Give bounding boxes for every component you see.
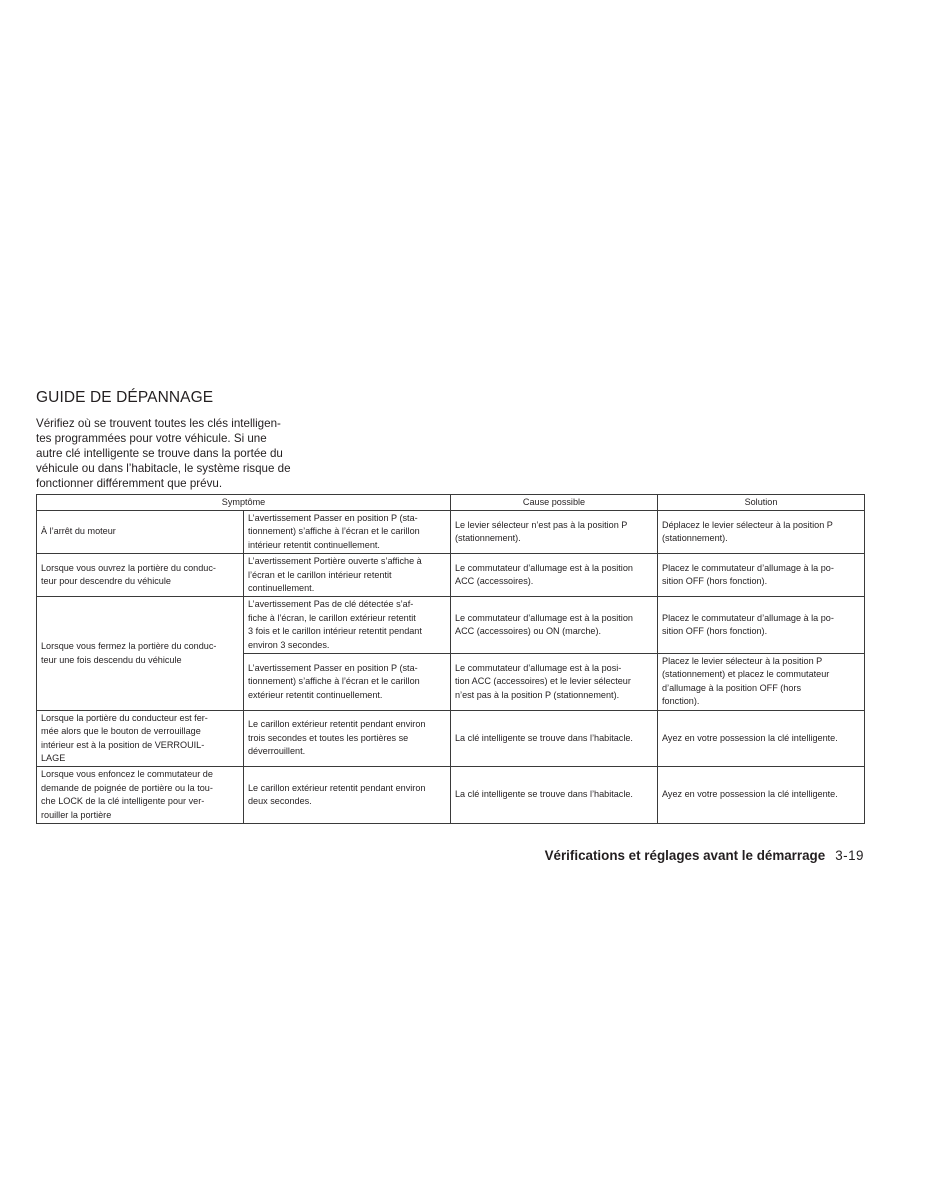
cell-line: Lorsque vous enfoncez le commutateur de — [41, 769, 213, 780]
cell-line: teur une fois descendu du véhicule — [41, 654, 182, 665]
symptom-cell — [244, 554, 451, 597]
header-symptom: Symptôme — [37, 495, 451, 511]
cell-line: (stationnement). — [662, 533, 728, 544]
cause-cell — [451, 767, 658, 824]
solution-cell — [658, 710, 865, 767]
cause-cell — [451, 597, 658, 654]
solution-cell — [658, 597, 865, 654]
cell-line: Ayez en votre possession la clé intelligente. — [662, 789, 838, 800]
cell-line: L’avertissement Pas de clé détectée s’af- — [248, 599, 414, 610]
cell-line: demande de poignée de portière ou la tou- — [41, 782, 213, 793]
symptom-cell — [244, 597, 451, 654]
cell-line: Placez le commutateur d’allumage à la po- — [662, 612, 834, 623]
cell-line: Le commutateur d’allumage est à la position — [455, 612, 633, 623]
cell-line: Le carillon extérieur retentit pendant environ — [248, 719, 426, 730]
cell-line: trois secondes et toutes les portières se — [248, 732, 409, 743]
cell-line: Lorsque vous ouvrez la portière du conduc- — [41, 562, 216, 573]
symptom-cell — [244, 767, 451, 824]
solution-cell — [658, 654, 865, 711]
cell-line: L’avertissement Passer en position P (sta- — [248, 662, 418, 673]
cell-line: Placez le levier sélecteur à la position P — [662, 656, 823, 667]
page-number: 3-19 — [835, 848, 864, 863]
symptom-cell — [244, 710, 451, 767]
symptom-cell — [244, 511, 451, 554]
cell-line: tionnement) s’affiche à l’écran et le carillon — [248, 526, 420, 537]
intro-line: Vérifiez où se trouvent toutes les clés intelligen- — [36, 417, 281, 430]
cell-line: Lorsque vous fermez la portière du conduc- — [41, 641, 217, 652]
cell-line: (stationnement) et placez le commutateur — [662, 669, 830, 680]
cell-line: sition OFF (hors fonction). — [662, 576, 768, 587]
page-footer — [545, 848, 864, 863]
header-cause: Cause possible — [451, 495, 658, 511]
cell-line: n’est pas à la position P (stationnement). — [455, 689, 620, 700]
table-row — [37, 767, 865, 824]
cell-line: Déplacez le levier sélecteur à la position P — [662, 519, 833, 530]
table-row — [37, 554, 865, 597]
cell-line: ACC (accessoires). — [455, 576, 534, 587]
cell-line: L’avertissement Portière ouverte s’affiche à — [248, 556, 422, 567]
cell-line: LAGE — [41, 752, 66, 763]
intro-line: véhicule ou dans l’habitacle, le système risque de — [36, 462, 291, 475]
cause-cell — [451, 710, 658, 767]
cell-line: fonction). — [662, 696, 700, 707]
cell-line: tion ACC (accessoires) et le levier sélecteur — [455, 676, 631, 687]
intro-line: autre clé intelligente se trouve dans la portée du — [36, 447, 283, 460]
intro-line: tes programmées pour votre véhicule. Si une — [36, 432, 267, 445]
table-body — [37, 511, 865, 824]
symptom-cell — [244, 654, 451, 711]
cause-cell — [451, 554, 658, 597]
cell-line: fiche à l’écran, le carillon extérieur retentit — [248, 612, 416, 623]
cell-line: Placez le commutateur d’allumage à la po- — [662, 562, 834, 573]
troubleshooting-table — [36, 494, 865, 824]
cell-line: extérieur retentit continuellement. — [248, 689, 383, 700]
situation-cell — [37, 597, 244, 710]
situation-cell — [37, 511, 244, 554]
cell-line: Le carillon extérieur retentit pendant environ — [248, 782, 426, 793]
cell-line: À l’arrêt du moteur — [41, 526, 116, 537]
cell-line: Le commutateur d’allumage est à la position — [455, 562, 633, 573]
cell-line: ACC (accessoires) ou ON (marche). — [455, 626, 602, 637]
table-header-row — [37, 495, 865, 511]
cell-line: deux secondes. — [248, 796, 312, 807]
cause-cell — [451, 511, 658, 554]
cell-line: l’écran et le carillon intérieur retentit — [248, 569, 392, 580]
solution-cell — [658, 767, 865, 824]
table-row — [37, 511, 865, 554]
cell-line: Le commutateur d’allumage est à la posi- — [455, 662, 622, 673]
cell-line: sition OFF (hors fonction). — [662, 626, 768, 637]
cell-line: Lorsque la portière du conducteur est fer- — [41, 712, 208, 723]
situation-cell — [37, 710, 244, 767]
chapter-title: Vérifications et réglages avant le démarrage — [544, 848, 826, 863]
cell-line: mée alors que le bouton de verrouillage — [41, 726, 201, 737]
cell-line: déverrouillent. — [248, 746, 306, 757]
cell-line: che LOCK de la clé intelligente pour ver- — [41, 796, 205, 807]
cell-line: tionnement) s’affiche à l’écran et le carillon — [248, 676, 420, 687]
cell-line: 3 fois et le carillon intérieur retentit pendant — [248, 626, 422, 637]
cell-line: continuellement. — [248, 583, 315, 594]
intro-paragraph — [36, 416, 298, 491]
cell-line: La clé intelligente se trouve dans l’habitacle. — [455, 732, 633, 743]
cell-line: La clé intelligente se trouve dans l’habitacle. — [455, 789, 633, 800]
cell-line: intérieur est à la position de VERROUIL- — [41, 739, 205, 750]
table-row — [37, 597, 865, 654]
cause-cell — [451, 654, 658, 711]
cell-line: (stationnement). — [455, 533, 521, 544]
header-solution: Solution — [658, 495, 865, 511]
cell-line: teur pour descendre du véhicule — [41, 576, 171, 587]
cell-line: Le levier sélecteur n’est pas à la position P — [455, 519, 628, 530]
solution-cell — [658, 554, 865, 597]
table-row — [37, 710, 865, 767]
section-title: GUIDE DE DÉPANNAGE — [36, 389, 214, 406]
cell-line: rouiller la portière — [41, 809, 112, 820]
intro-line: fonctionner différemment que prévu. — [36, 477, 223, 490]
cell-line: intérieur retentit continuellement. — [248, 539, 380, 550]
cell-line: d’allumage à la position OFF (hors — [662, 682, 801, 693]
cell-line: environ 3 secondes. — [248, 639, 330, 650]
situation-cell — [37, 554, 244, 597]
situation-cell — [37, 767, 244, 824]
solution-cell — [658, 511, 865, 554]
cell-line: L’avertissement Passer en position P (sta- — [248, 513, 418, 523]
cell-line: Ayez en votre possession la clé intelligente. — [662, 732, 838, 743]
